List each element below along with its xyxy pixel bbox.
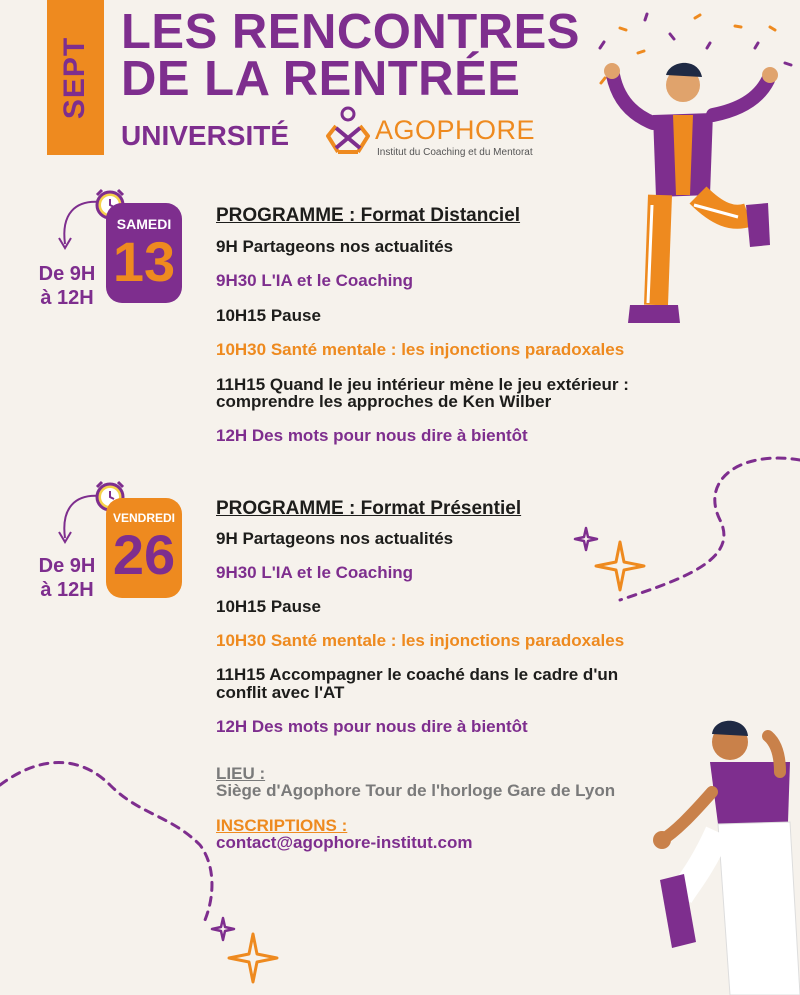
- month-tab-label: SEPT: [58, 36, 92, 119]
- dotted-path-decoration: [0, 745, 220, 925]
- programme-title: PROGRAMME : Format Présentiel: [216, 498, 522, 519]
- badge-day: VENDREDI: [112, 511, 175, 525]
- title-line2: DE LA RENTRÉE: [121, 52, 521, 106]
- celebrating-person-illustration: [598, 55, 793, 330]
- title-line1: LES RENCONTRES: [121, 5, 580, 59]
- programme-item: 11H15 Quand le jeu intérieur mène le jeu extérieur :: [216, 375, 629, 394]
- waving-person-illustration: [640, 712, 800, 995]
- programme-item: 10H30 Santé mentale : les injonctions paradoxales: [216, 340, 625, 359]
- programme-item: 12H Des mots pour nous dire à bientôt: [216, 717, 528, 736]
- universite-label: UNIVERSITÉ: [121, 120, 290, 151]
- programme-item: 10H30 Santé mentale : les injonctions paradoxales: [216, 631, 625, 650]
- hours-start: De 9H: [38, 263, 96, 285]
- sparkle-icon: [568, 520, 648, 600]
- date-badge-vendredi: [106, 498, 182, 598]
- lieu-label: LIEU :: [216, 764, 266, 783]
- hours-start: De 9H: [38, 555, 96, 577]
- month-tab: [47, 0, 104, 155]
- agophore-logo-icon: [324, 106, 372, 158]
- programme-item: 9H Partageons nos actualités: [216, 529, 454, 548]
- programme-item: 9H Partageons nos actualités: [216, 237, 454, 256]
- session-hours: [32, 262, 102, 310]
- programme-item: 12H Des mots pour nous dire à bientôt: [216, 426, 528, 445]
- programme-item: 10H15 Pause: [216, 306, 321, 325]
- badge-day: SAMEDI: [116, 216, 172, 232]
- programme-title: PROGRAMME : Format Distanciel: [216, 205, 521, 226]
- programme-item-continued: comprendre les approches de Ken Wilber: [216, 392, 552, 411]
- logo-subtitle: Institut du Coaching et du Mentorat: [377, 147, 533, 158]
- programme-item: 11H15 Accompagner le coaché dans le cadre d'un: [216, 665, 619, 684]
- programme-item: 9H30 L'IA et le Coaching: [216, 563, 414, 582]
- date-badge-samedi: [106, 203, 182, 303]
- hours-end: à 12H: [40, 287, 94, 309]
- session-hours: [32, 554, 102, 602]
- programme-item-continued: conflit avec l'AT: [216, 683, 345, 702]
- badge-date: 13: [112, 230, 176, 293]
- inscriptions-email[interactable]: contact@agophore-institut.com: [216, 833, 473, 852]
- lieu-text: Siège d'Agophore Tour de l'horloge Gare de Lyon: [216, 781, 616, 800]
- sparkle-icon: [205, 912, 285, 992]
- inscriptions-label: INSCRIPTIONS :: [216, 816, 348, 835]
- hours-end: à 12H: [40, 579, 94, 601]
- badge-date: 26: [112, 523, 176, 586]
- programme-item: 9H30 L'IA et le Coaching: [216, 271, 414, 290]
- logo-name: AGOPHORE: [375, 115, 536, 145]
- programme-item: 10H15 Pause: [216, 597, 321, 616]
